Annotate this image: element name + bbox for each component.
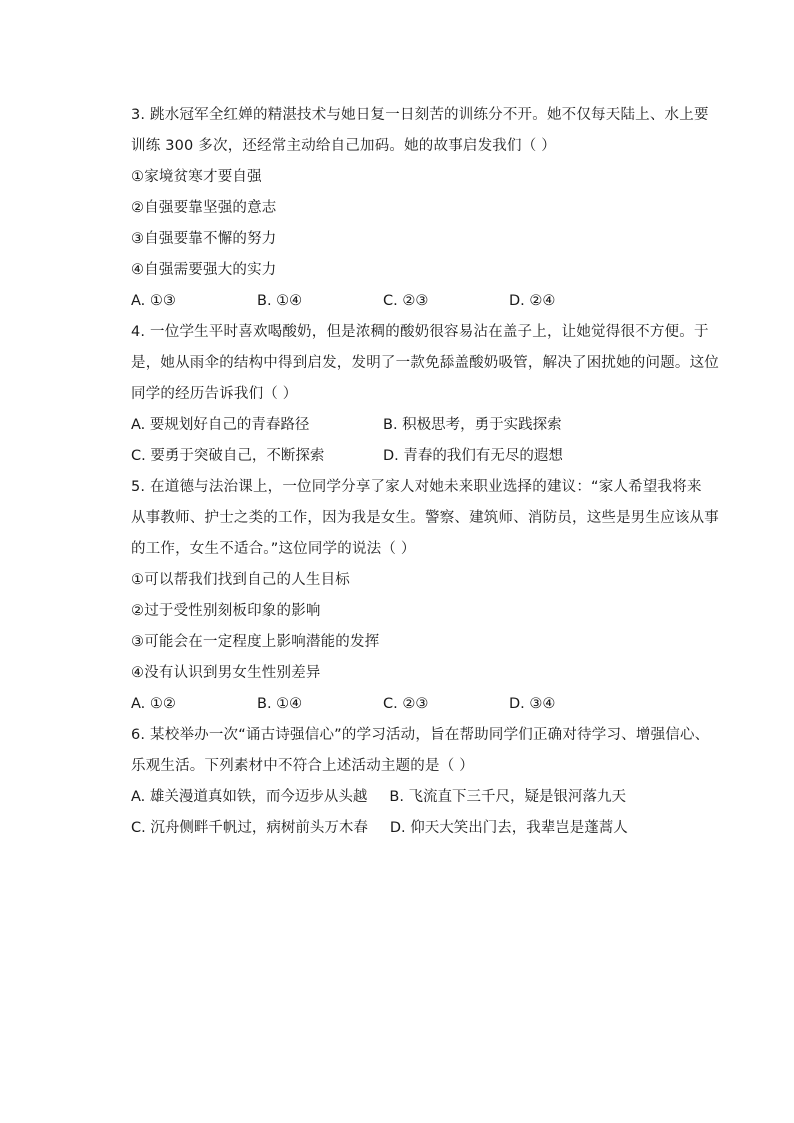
question-6-stem-line-2: 乐观生活。下列素材中不符合上述活动主题的是（ ） <box>131 758 474 774</box>
question-3-stem-line-1: 3. 跳水冠军全红婵的精湛技术与她日复一日刻苦的训练分不开。她不仅每天陆上、水上要 <box>131 107 709 123</box>
question-5-option-a: A. ①② <box>131 696 176 712</box>
question-3-options <box>131 286 701 317</box>
question-4-options-row-1 <box>131 410 701 441</box>
question-4 <box>131 317 719 472</box>
question-5-statement-4: ④没有认识到男女生性别差异 <box>131 665 321 681</box>
question-6 <box>131 720 710 844</box>
question-5-options <box>131 689 701 720</box>
question-list <box>131 100 719 844</box>
question-3-option-d: D. ②④ <box>509 293 556 309</box>
question-3-statement-1: ①家境贫寒才要自强 <box>131 169 262 185</box>
question-5-option-d: D. ③④ <box>509 696 556 712</box>
question-5-option-c: C. ②③ <box>383 696 429 712</box>
question-4-stem-line-1: 4. 一位学生平时喜欢喝酸奶，但是浓稠的酸奶很容易沾在盖子上，让她觉得很不方便。于 <box>131 324 709 340</box>
question-6-option-d: D. 仰天大笑出门去，我辈岂是蓬蒿人 <box>389 820 628 836</box>
question-5-statement-2: ②过于受性别刻板印象的影响 <box>131 603 321 619</box>
question-5-stem-line-3: 的工作，女生不适合。”这位同学的说法（ ） <box>131 541 416 557</box>
question-4-option-c: C. 要勇于突破自己，不断探索 <box>131 448 325 464</box>
question-3-statement-3: ③自强要靠不懈的努力 <box>131 231 277 247</box>
question-6-stem-line-1: 6. 某校举办一次“诵古诗强信心”的学习活动，旨在帮助同学们正确对待学习、增强信心、 <box>131 727 710 743</box>
question-6-options-row-1 <box>131 782 701 813</box>
question-3-option-c: C. ②③ <box>383 293 429 309</box>
question-5 <box>131 472 719 720</box>
question-4-option-b: B. 积极思考，勇于实践探索 <box>383 417 562 433</box>
question-5-statement-1: ①可以帮我们找到自己的人生目标 <box>131 572 350 588</box>
question-4-stem-line-2: 是，她从雨伞的结构中得到启发，发明了一款免舔盖酸奶吸管，解决了困扰她的问题。这位 <box>131 355 719 371</box>
question-3-statement-2: ②自强要靠坚强的意志 <box>131 200 277 216</box>
question-6-option-b: B. 飞流直下三千尺，疑是银河落九天 <box>389 789 627 805</box>
question-5-stem-line-1: 5. 在道德与法治课上，一位同学分享了家人对她未来职业选择的建议：“家人希望我将来 <box>131 479 702 495</box>
question-6-options-row-2 <box>131 813 701 844</box>
question-5-option-b: B. ①④ <box>257 696 303 712</box>
question-3 <box>131 100 709 317</box>
question-3-option-b: B. ①④ <box>257 293 303 309</box>
question-5-statement-3: ③可能会在一定程度上影响潜能的发挥 <box>131 634 380 650</box>
question-6-option-c: C. 沉舟侧畔千帆过，病树前头万木春 <box>131 820 368 836</box>
question-3-stem-line-2: 训练 300 多次，还经常主动给自己加码。她的故事启发我们（ ） <box>131 138 556 154</box>
question-6-option-a: A. 雄关漫道真如铁，而今迈步从头越 <box>131 789 368 805</box>
question-4-stem-line-3: 同学的经历告诉我们（ ） <box>131 386 298 402</box>
question-4-options-row-2 <box>131 441 701 472</box>
question-3-option-a: A. ①③ <box>131 293 176 309</box>
question-5-stem-line-2: 从事教师、护士之类的工作，因为我是女生。警察、建筑师、消防员，这些是男生应该从事 <box>131 510 719 526</box>
question-4-option-a: A. 要规划好自己的青春路径 <box>131 417 310 433</box>
question-4-option-d: D. 青春的我们有无尽的遐想 <box>383 448 563 464</box>
question-3-statement-4: ④自强需要强大的实力 <box>131 262 277 278</box>
